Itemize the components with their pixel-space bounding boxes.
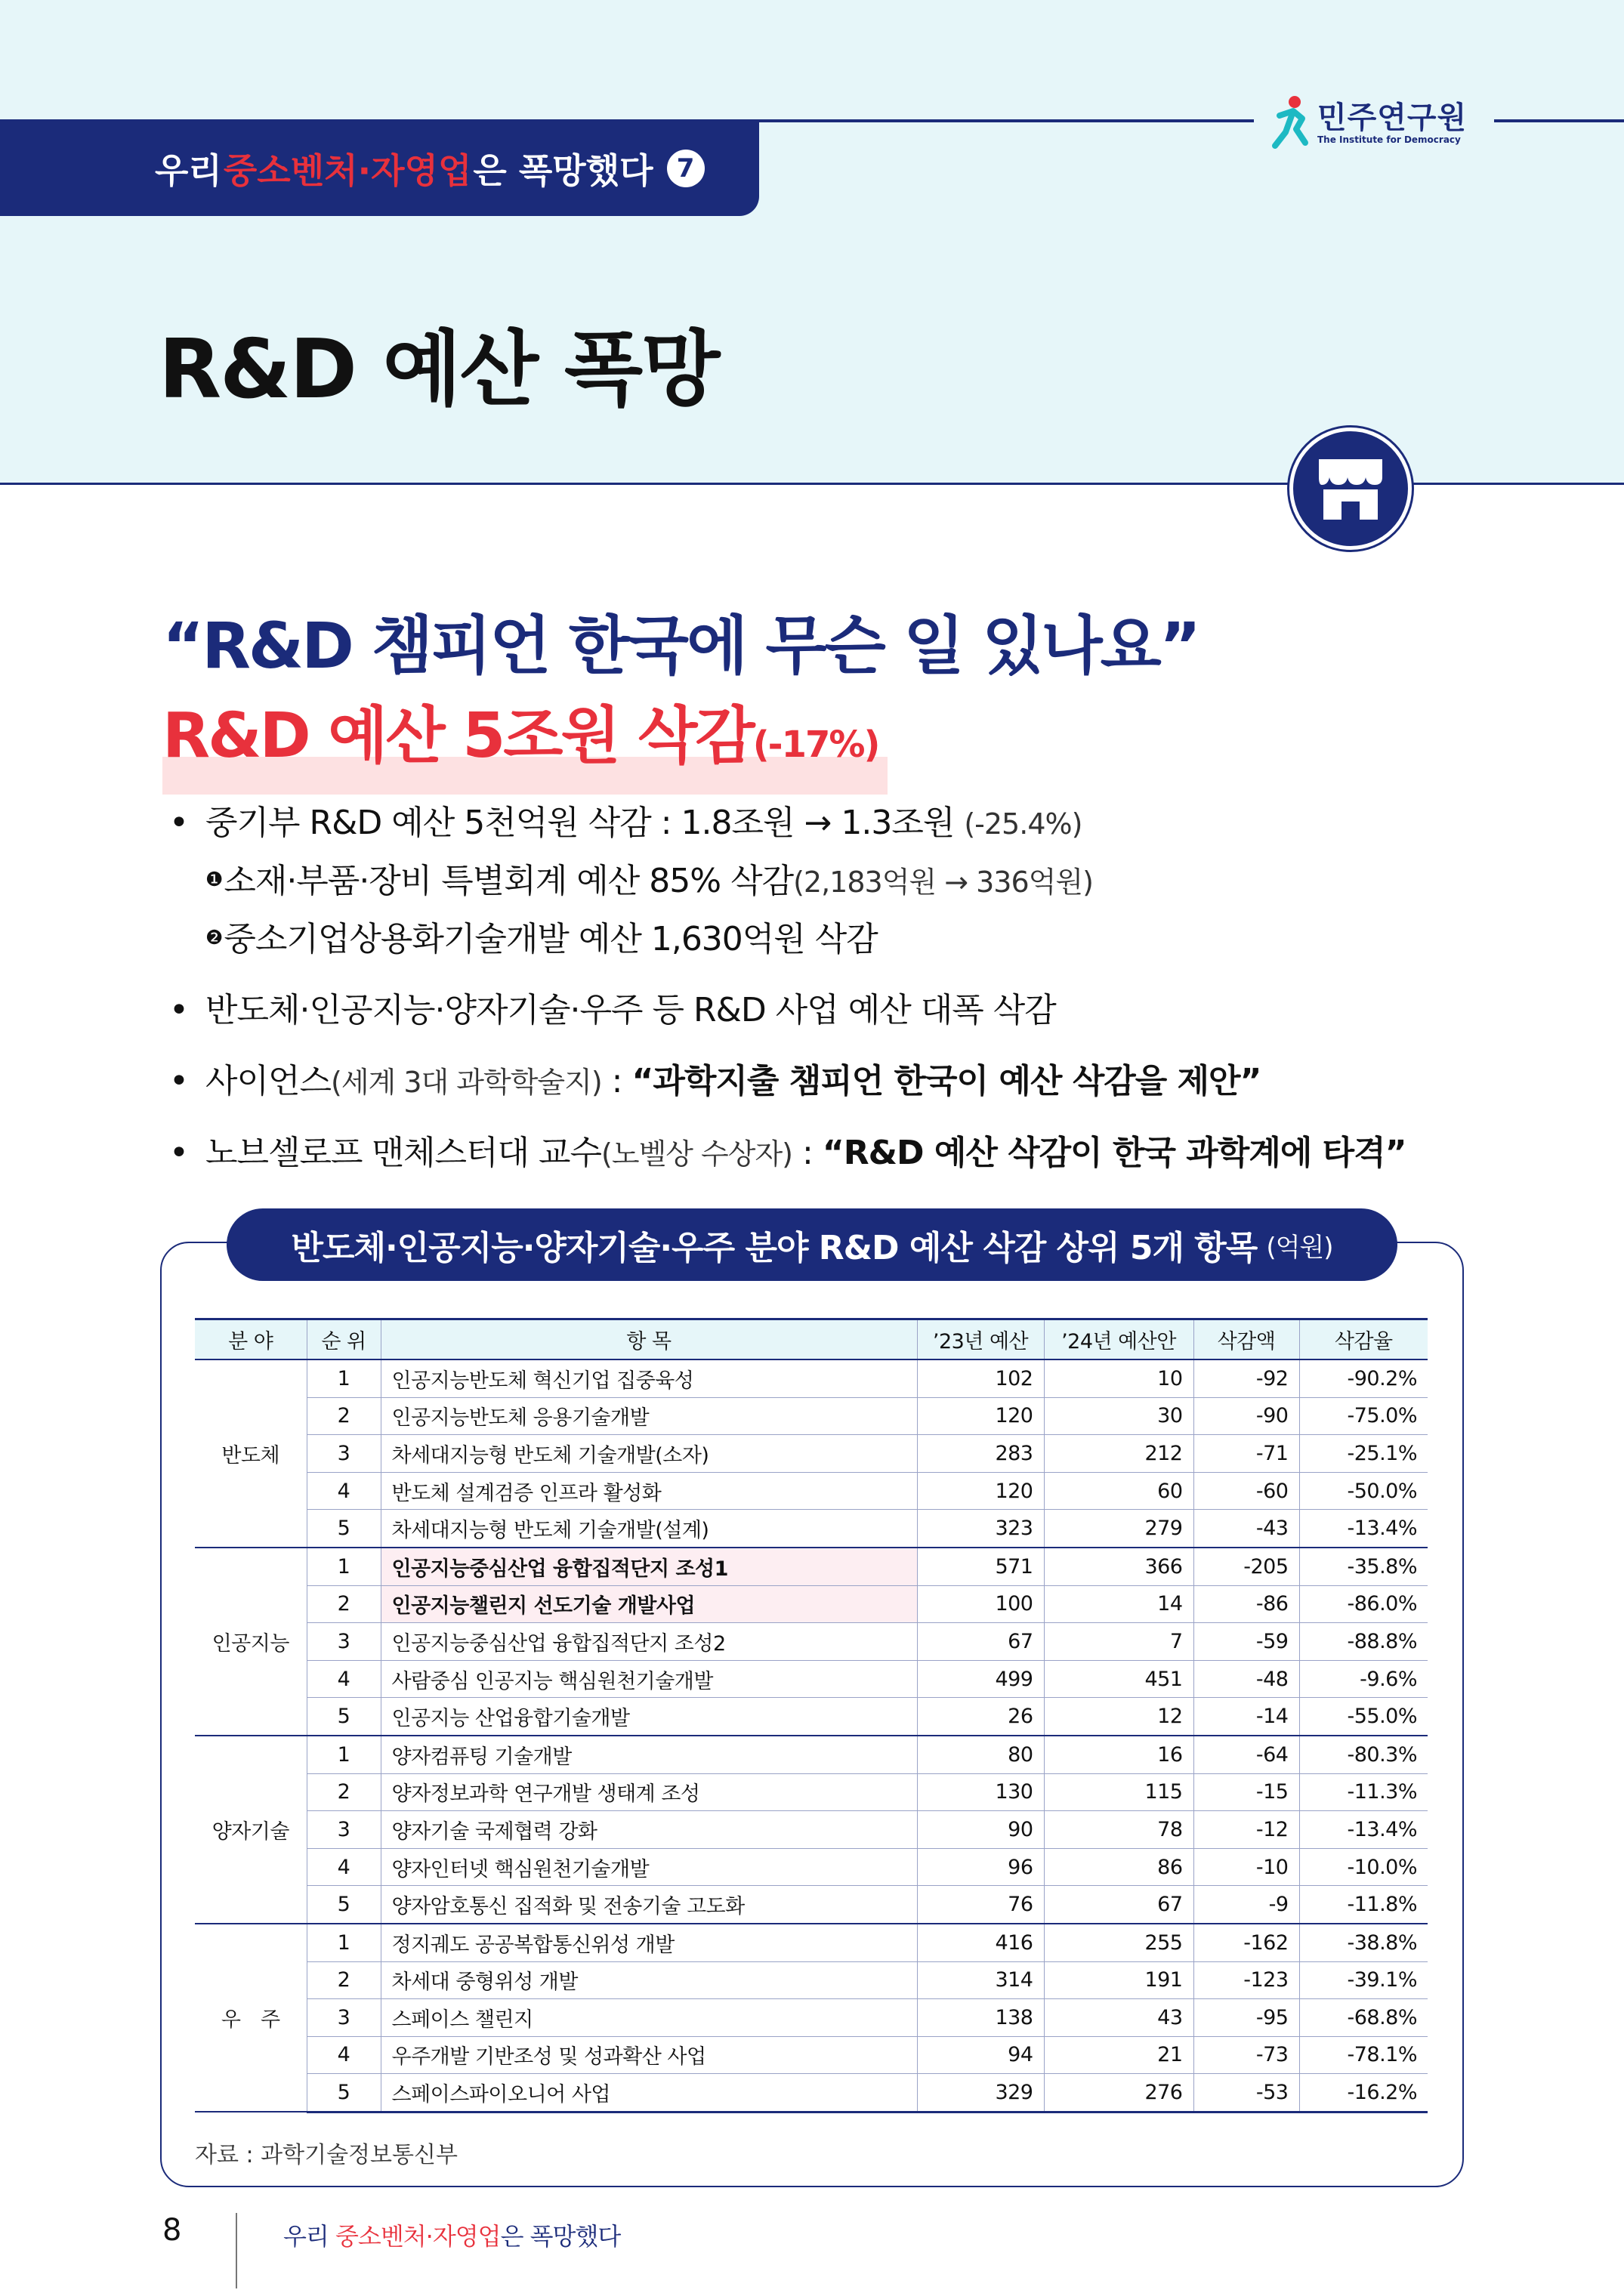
cut-cell: -43 (1193, 1510, 1299, 1548)
item-cell: 인공지능반도체 혁신기업 집중육성 (381, 1359, 917, 1397)
rank-cell: 4 (307, 1660, 381, 1698)
budget-24-cell: 191 (1044, 1961, 1193, 1999)
budget-23-cell: 416 (917, 1924, 1044, 1961)
budget-23-cell: 90 (917, 1811, 1044, 1849)
rank-cell: 4 (307, 1472, 381, 1510)
budget-23-cell: 94 (917, 2036, 1044, 2074)
bullet-science-paren: (세계 3대 과학학술지) (331, 1066, 602, 1099)
budget-23-cell: 499 (917, 1660, 1044, 1698)
cut-cell: -73 (1193, 2036, 1299, 2074)
budget-23-cell: 96 (917, 1848, 1044, 1886)
sub-item-materials (165, 859, 1524, 905)
section-badge (1289, 427, 1412, 550)
rank-cell: 1 (307, 1924, 381, 1961)
sub-item-materials-text: 소재·부품·장비 특별회계 예산 85% 삭감 (224, 862, 794, 900)
bullet-novoselov-quote: “R&D 예산 삭감이 한국 과학계에 타격” (822, 1134, 1406, 1172)
budget-24-cell: 86 (1044, 1848, 1193, 1886)
rank-cell: 2 (307, 1961, 381, 1999)
bullet-science-quote: “과학지출 챔피언 한국이 예산 삭감을 제안” (631, 1062, 1261, 1100)
table-title (227, 1208, 1397, 1281)
budget-24-cell: 366 (1044, 1548, 1193, 1585)
rank-cell: 5 (307, 1886, 381, 1924)
item-cell: 차세대지능형 반도체 기술개발(설계) (381, 1510, 917, 1548)
budget-24-cell: 43 (1044, 1999, 1193, 2037)
item-cell: 차세대지능형 반도체 기술개발(소자) (381, 1435, 917, 1473)
table-body (195, 1359, 1428, 2112)
item-cell: 인공지능반도체 응용기술개발 (381, 1397, 917, 1435)
bullet-novoselov-sep: : (792, 1134, 823, 1172)
sub-item-marker-1: ❶ (205, 869, 223, 891)
rank-cell: 5 (307, 1510, 381, 1548)
rank-cell: 1 (307, 1359, 381, 1397)
sub-item-commercialization-text: 중소기업상용화기술개발 예산 1,630억원 삭감 (224, 920, 878, 958)
item-cell: 반도체 설계검증 인프라 활성화 (381, 1472, 917, 1510)
rate-cell: -39.1% (1299, 1961, 1428, 1999)
rank-cell: 5 (307, 1698, 381, 1736)
budget-cut-table (195, 1318, 1428, 2113)
item-cell: 정지궤도 공공복합통신위성 개발 (381, 1924, 917, 1961)
table-row (195, 1999, 1428, 2037)
rate-cell: -78.1% (1299, 2036, 1428, 2074)
item-cell: 차세대 중형위성 개발 (381, 1961, 917, 1999)
budget-24-cell: 115 (1044, 1773, 1193, 1811)
field-cell: 인공지능 (195, 1548, 307, 1736)
footer-highlight: 중소벤처·자영업 (335, 2222, 501, 2251)
bullet-sme-budget (165, 801, 1524, 847)
budget-23-cell: 314 (917, 1961, 1044, 1999)
table-row (195, 1435, 1428, 1473)
rank-cell: 2 (307, 1585, 381, 1623)
budget-23-cell: 138 (917, 1999, 1044, 2037)
bullet-science (165, 1059, 1524, 1105)
cut-cell: -15 (1193, 1773, 1299, 1811)
budget-23-cell: 120 (917, 1472, 1044, 1510)
budget-24-cell: 16 (1044, 1736, 1193, 1773)
rate-cell: -35.8% (1299, 1548, 1428, 1585)
sub-item-materials-detail: (2,183억원 → 336억원) (793, 866, 1093, 899)
bullet-novoselov (165, 1131, 1524, 1177)
item-cell: 양자정보과학 연구개발 생태계 조성 (381, 1773, 917, 1811)
headline-budget-cut-pct: (-17%) (752, 724, 879, 766)
bullet-rnd-cuts: • 반도체·인공지능·양자기술·우주 등 R&D 사업 예산 대폭 삭감 (165, 988, 1524, 1033)
rank-cell: 3 (307, 1811, 381, 1849)
rank-cell: 3 (307, 1623, 381, 1661)
rate-cell: -11.3% (1299, 1773, 1428, 1811)
budget-24-cell: 212 (1044, 1435, 1193, 1473)
field-cell: 반도체 (195, 1359, 307, 1548)
rank-cell: 1 (307, 1548, 381, 1585)
table-row (195, 1660, 1428, 1698)
cut-cell: -60 (1193, 1472, 1299, 1510)
rate-cell: -80.3% (1299, 1736, 1428, 1773)
series-prefix: 우리 (155, 150, 222, 191)
rate-cell: -88.8% (1299, 1623, 1428, 1661)
item-cell: 스페이스 챌린지 (381, 1999, 917, 2037)
table-row (195, 1623, 1428, 1661)
cut-cell: -71 (1193, 1435, 1299, 1473)
series-banner (0, 121, 759, 216)
headline-budget-cut-main: R&D 예산 5조원 삭감 (162, 700, 753, 772)
budget-24-cell: 67 (1044, 1886, 1193, 1924)
budget-23-cell: 67 (917, 1623, 1044, 1661)
table-row (195, 1510, 1428, 1548)
rate-cell: -86.0% (1299, 1585, 1428, 1623)
field-cell: 양자기술 (195, 1736, 307, 1924)
budget-23-cell: 76 (917, 1886, 1044, 1924)
budget-24-cell: 12 (1044, 1698, 1193, 1736)
table-row (195, 1848, 1428, 1886)
cut-cell: -12 (1193, 1811, 1299, 1849)
rate-cell: -55.0% (1299, 1698, 1428, 1736)
table-source: 자료 : 과학기술정보통신부 (195, 2142, 458, 2168)
rate-cell: -13.4% (1299, 1811, 1428, 1849)
col-header-cut: 삭감액 (1193, 1319, 1299, 1360)
budget-23-cell: 283 (917, 1435, 1044, 1473)
item-cell: 스페이스파이오니어 사업 (381, 2074, 917, 2112)
budget-24-cell: 7 (1044, 1623, 1193, 1661)
field-cell: 우 주 (195, 1924, 307, 2112)
cut-cell: -59 (1193, 1623, 1299, 1661)
rank-cell: 3 (307, 1435, 381, 1473)
col-header-budget-24: ’24년 예산안 (1044, 1319, 1193, 1360)
table-row (195, 1472, 1428, 1510)
bullet-novoselov-paren: (노벨상 수상자) (601, 1137, 793, 1171)
rank-cell: 3 (307, 1999, 381, 2037)
rank-cell: 2 (307, 1397, 381, 1435)
table-unit: (억원) (1266, 1232, 1333, 1263)
rank-cell: 4 (307, 1848, 381, 1886)
series-highlight: 중소벤처·자영업 (223, 150, 472, 191)
series-number: 7 (667, 150, 705, 187)
rank-cell: 1 (307, 1736, 381, 1773)
rate-cell: -13.4% (1299, 1510, 1428, 1548)
item-cell: 인공지능중심산업 융합집적단지 조성1 (381, 1548, 917, 1585)
item-cell: 인공지능 산업융합기술개발 (381, 1698, 917, 1736)
table-row (195, 2074, 1428, 2112)
table-row (195, 1961, 1428, 1999)
headline-quote: “R&D 챔피언 한국에 무슨 일 있나요” (162, 609, 1199, 683)
rate-cell: -50.0% (1299, 1472, 1428, 1510)
budget-24-cell: 14 (1044, 1585, 1193, 1623)
col-header-rank: 순 위 (307, 1319, 381, 1360)
budget-23-cell: 80 (917, 1736, 1044, 1773)
sub-item-marker-2: ❷ (205, 927, 223, 949)
item-cell: 사람중심 인공지능 핵심원천기술개발 (381, 1660, 917, 1698)
budget-23-cell: 120 (917, 1397, 1044, 1435)
rate-cell: -38.8% (1299, 1924, 1428, 1961)
table-row (195, 1924, 1428, 1961)
item-cell: 양자컴퓨팅 기술개발 (381, 1736, 917, 1773)
footer-series (283, 2217, 620, 2252)
table-row (195, 1359, 1428, 1397)
budget-24-cell: 30 (1044, 1397, 1193, 1435)
table-row (195, 1886, 1428, 1924)
rate-cell: -75.0% (1299, 1397, 1428, 1435)
table-row (195, 1585, 1428, 1623)
footer-suffix: 은 폭망했다 (500, 2222, 621, 2251)
budget-23-cell: 102 (917, 1359, 1044, 1397)
item-cell: 우주개발 기반조성 및 성과확산 사업 (381, 2036, 917, 2074)
item-cell: 양자인터넷 핵심원천기술개발 (381, 1848, 917, 1886)
rate-cell: -90.2% (1299, 1359, 1428, 1397)
budget-23-cell: 130 (917, 1773, 1044, 1811)
cut-cell: -14 (1193, 1698, 1299, 1736)
budget-24-cell: 276 (1044, 2074, 1193, 2112)
footer-prefix: 우리 (283, 2222, 335, 2251)
page-title: R&D 예산 폭망 (159, 323, 719, 417)
page-number: 8 (162, 2213, 182, 2248)
budget-23-cell: 329 (917, 2074, 1044, 2112)
table-header-row (195, 1319, 1428, 1360)
bullet-list (165, 801, 1524, 1177)
budget-24-cell: 78 (1044, 1811, 1193, 1849)
cut-cell: -86 (1193, 1585, 1299, 1623)
col-header-rate: 삭감율 (1299, 1319, 1428, 1360)
bullet-sme-budget-text: 중기부 R&D 예산 5천억원 삭감 : 1.8조원 → 1.3조원 (205, 804, 965, 842)
bullet-science-main: 사이언스 (205, 1062, 332, 1100)
table-title-text: 반도체·인공지능·양자기술·우주 분야 R&D 예산 삭감 상위 5개 항목 (291, 1229, 1258, 1267)
header-rule-right (1494, 119, 1624, 122)
col-header-field: 분 야 (195, 1319, 307, 1360)
cut-cell: -90 (1193, 1397, 1299, 1435)
budget-23-cell: 323 (917, 1510, 1044, 1548)
rank-cell: 2 (307, 1773, 381, 1811)
table-row (195, 2036, 1428, 2074)
budget-23-cell: 571 (917, 1548, 1044, 1585)
cut-cell: -48 (1193, 1660, 1299, 1698)
bullet-science-sep: : (601, 1062, 632, 1100)
budget-23-cell: 26 (917, 1698, 1044, 1736)
cut-cell: -162 (1193, 1924, 1299, 1961)
item-cell: 인공지능챌린지 선도기술 개발사업 (381, 1585, 917, 1623)
cut-cell: -205 (1193, 1548, 1299, 1585)
rank-cell: 4 (307, 2036, 381, 2074)
col-header-item: 항 목 (381, 1319, 917, 1360)
logo-name-kr: 민주연구원 (1317, 100, 1468, 135)
storefront-icon (1313, 455, 1388, 523)
table-row (195, 1773, 1428, 1811)
item-cell: 양자암호통신 집적화 및 전송기술 고도화 (381, 1886, 917, 1924)
rate-cell: -11.8% (1299, 1886, 1428, 1924)
col-header-budget-23: ’23년 예산 (917, 1319, 1044, 1360)
footer-divider (236, 2213, 237, 2288)
rate-cell: -10.0% (1299, 1848, 1428, 1886)
budget-24-cell: 21 (1044, 2036, 1193, 2074)
bullet-novoselov-main: 노브셀로프 맨체스터대 교수 (205, 1134, 602, 1172)
table-row (195, 1548, 1428, 1585)
budget-24-cell: 451 (1044, 1660, 1193, 1698)
rate-cell: -68.8% (1299, 1999, 1428, 2037)
cut-cell: -10 (1193, 1848, 1299, 1886)
cut-cell: -92 (1193, 1359, 1299, 1397)
budget-24-cell: 279 (1044, 1510, 1193, 1548)
cut-cell: -53 (1193, 2074, 1299, 2112)
rank-cell: 5 (307, 2074, 381, 2112)
item-cell: 인공지능중심산업 융합집적단지 조성2 (381, 1623, 917, 1661)
budget-24-cell: 255 (1044, 1924, 1193, 1961)
rate-cell: -25.1% (1299, 1435, 1428, 1473)
rate-cell: -9.6% (1299, 1660, 1428, 1698)
budget-23-cell: 100 (917, 1585, 1044, 1623)
table-row (195, 1736, 1428, 1773)
sub-item-commercialization (165, 917, 1524, 962)
budget-24-cell: 10 (1044, 1359, 1193, 1397)
bullet-sme-budget-pct: (-25.4%) (964, 807, 1082, 841)
running-figure-icon (1269, 93, 1311, 153)
institute-logo (1269, 89, 1488, 157)
cut-cell: -9 (1193, 1886, 1299, 1924)
cut-cell: -64 (1193, 1736, 1299, 1773)
cut-cell: -123 (1193, 1961, 1299, 1999)
budget-24-cell: 60 (1044, 1472, 1193, 1510)
table-row (195, 1811, 1428, 1849)
table-row (195, 1698, 1428, 1736)
logo-name-en: The Institute for Democracy (1317, 134, 1461, 145)
cut-cell: -95 (1193, 1999, 1299, 2037)
headline-budget-cut (162, 695, 888, 795)
item-cell: 양자기술 국제협력 강화 (381, 1811, 917, 1849)
rate-cell: -16.2% (1299, 2074, 1428, 2112)
series-suffix: 은 폭망했다 (473, 150, 653, 191)
table-row (195, 1397, 1428, 1435)
